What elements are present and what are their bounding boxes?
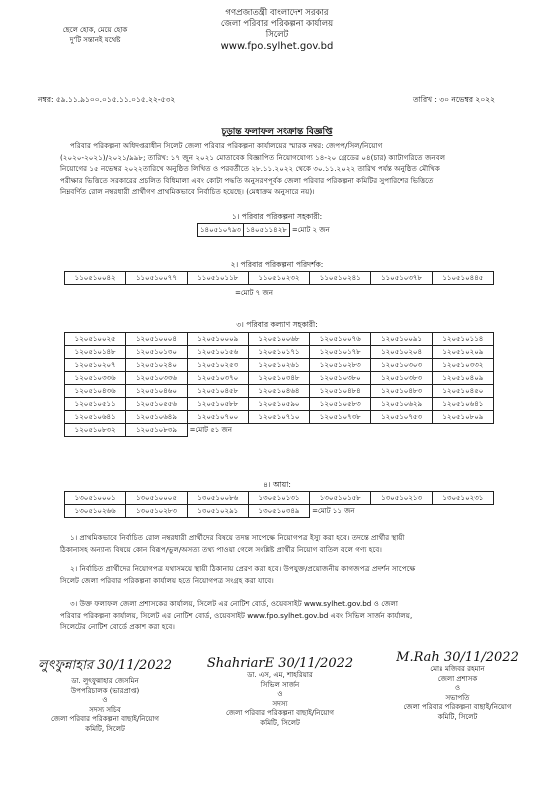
note-2	[60, 563, 510, 586]
roll-cell: ১২০৫১০৪৬৪	[248, 385, 309, 398]
handwritten-signature: ShahriarE 30/11/2022	[206, 656, 354, 671]
roll-cell: ১৩০৫১০২৮৩	[126, 505, 187, 518]
roll-cell: ১২০৫১০২০৭	[65, 359, 126, 372]
roll-cell: ১২০৫১০৫৯০	[248, 398, 309, 411]
roll-cell: ১২০৫১০০৯১	[371, 333, 432, 346]
table-row	[65, 398, 494, 411]
note-line: পরিবার পরিকল্পনা কার্যালয়, সিলেট এর নোটিশ বোর্ড, ওয়েবসাইট www.fpo.sylhet.gov.bd এবং সিভিল সার্জন কার্যালয়,	[60, 610, 413, 620]
committee-role: সদস্য	[272, 699, 288, 708]
roll-cell: ১৩০৫১০২১৩	[371, 492, 432, 505]
committee-role: সভাপতি	[445, 693, 470, 702]
section-heading-1: ১। পরিবার পরিকল্পনা সহকারী:	[231, 212, 323, 221]
roll-cell: ১৩০৫১০০৮৬	[187, 492, 248, 505]
conjunction: ও	[102, 696, 108, 704]
intro-line: পরীক্ষার ভিত্তিতে সরকারের প্রচলিত বিধিমালা এবং কোটা পদ্ধতি অনুসরণপূর্বক জেলা পরিবার পরিকল্পনা কমিটির সুপারিশের ভিত্তিতে	[60, 175, 434, 185]
intro-line: (২০২০-২০২১)/২০২১/৯৯৮; তারিখ: ১৭ জুন ২০২১ মোতাবেক বিজ্ঞাপিত নিয়োগযোগ্য ১৪-২০ গ্রেডের ০৪(চার) ক্যাটাগরিতে জনবল	[60, 152, 446, 162]
conjunction: ও	[454, 684, 461, 692]
committee-place: কমিটি, সিলেট	[437, 712, 478, 721]
roll-cell: ১২০৫১০৩৪৮	[248, 372, 309, 385]
government-name: গণপ্রজাতন্ত্রী বাংলাদেশ সরকার	[225, 8, 329, 18]
roll-cell: ১২০৫১০৩৩৬	[126, 372, 187, 385]
table-row	[65, 424, 494, 437]
empty-cell	[371, 505, 432, 518]
table-row	[65, 359, 494, 372]
empty-cell	[310, 424, 371, 437]
signature-block-1	[25, 656, 185, 734]
roll-cell: ১২০৫১০৭৫৩	[371, 411, 432, 424]
roll-cell: ১২০৫১০৮৩৯	[126, 424, 187, 437]
roll-cell: ১২০৫১০০২৫	[65, 333, 126, 346]
section-total: =মোট ২ জন	[291, 226, 330, 234]
roll-cell: ১২০৫১০৩০৩	[371, 359, 432, 372]
slogan-line-1: ছেলে হোক, মেয়ে হোক	[62, 26, 128, 34]
roll-table-4	[64, 491, 494, 518]
roll-cell: ১২০৫১০৬২৯	[371, 398, 432, 411]
roll-cell: ১২০৫১০৬৪১	[432, 398, 493, 411]
roll-cell: ১২০৫১০৪০৯	[432, 372, 493, 385]
committee-place: কমিটি, সিলেট	[260, 718, 300, 727]
slogan-line-2: দু'টি সন্তানই যথেষ্ট	[69, 35, 121, 44]
roll-cell: ১২০৫১০১৫৬	[187, 346, 248, 359]
section-heading-4: ৪। আয়া:	[263, 480, 291, 489]
roll-cell: ১২০৫১০৫৮৩	[310, 398, 371, 411]
office-city: সিলেট	[265, 30, 289, 40]
handwritten-signature: লুৎফুন্নাহার 30/11/2022	[37, 658, 173, 673]
section-total: =মোট ৫১ জন	[189, 426, 232, 435]
memo-number: নম্বর: ৫৯.১১.৯১০০.০১৫.১১.০১৫.২২-৫৩২	[38, 95, 176, 104]
roll-cell: ১২০৫১০৭৩৮	[310, 411, 371, 424]
roll-cell: ১২০৫১০৪৮৪	[310, 385, 371, 398]
roll-cell: ১২০৫১০২৮৩	[310, 359, 371, 372]
empty-cell	[248, 424, 309, 437]
roll-table-2	[64, 271, 494, 285]
roll-cell: ১২০৫১০২৪০	[126, 359, 187, 372]
roll-cell: ১২০৫১০৪৮৩	[371, 385, 432, 398]
signatory-name: ডা. এস, এম, শাহরিয়ার	[247, 671, 313, 679]
roll-cell: ১৪০৫১০৭৯৩	[198, 224, 244, 237]
roll-cell: ১২০৫১০৬৪১	[65, 411, 126, 424]
note-line: সিলেট জেলা পরিবার পরিকল্পনা কার্যালয় হতে নিয়োগপত্র সংগ্রহ করা যাবে।	[60, 575, 274, 585]
roll-cell: ১১০৫১০২৩২	[248, 272, 309, 285]
roll-cell: ১২০৫১০০৬৮	[248, 333, 309, 346]
table-row	[65, 333, 494, 346]
roll-cell: ১১০৫১০০৭৭	[126, 272, 187, 285]
roll-cell: ১৩০৫১০২৬৬	[65, 505, 126, 518]
roll-cell: ১৩০৫১০০০১	[65, 492, 126, 505]
roll-cell: ১২০৫১০১৭১	[248, 346, 309, 359]
roll-cell: ১২০৫১০২৬১	[248, 359, 309, 372]
signatory-role: জেলা প্রশাসক	[437, 674, 478, 683]
roll-cell: ১৩০৫১০২৯১	[187, 505, 248, 518]
signatory-role: সিভিল সার্জন	[260, 680, 300, 689]
empty-cell	[371, 424, 432, 437]
signature-block-2	[200, 656, 360, 728]
roll-cell: ১১০৫১০২৪১	[310, 272, 371, 285]
table-row	[198, 224, 332, 237]
roll-table-3	[64, 332, 494, 437]
roll-cell: ১৩০৫১০২৩১	[432, 492, 493, 505]
roll-cell: ১৩০৫১০১৩১	[248, 492, 309, 505]
note-line: ১। প্রাথমিকভাবে নির্বাচিত রোল নম্বরধারী প্রার্থীদের বিষয়ে তদন্ত সাপেক্ষে নিয়োগপত্র ইস্যু করা হবে। তদন্তে প্রার্থীর স্থায়ী	[70, 533, 405, 542]
roll-cell: ১২০৫১০০৭৬	[310, 333, 371, 346]
roll-cell: ১১০৫১০৪৪৫	[432, 272, 493, 285]
office-website[interactable]: www.fpo.sylhet.gov.bd	[220, 41, 334, 52]
roll-cell: ১২০৫১০২৫৩	[187, 359, 248, 372]
note-3	[60, 598, 510, 633]
note-line: ঠিকানাসহ অন্যান্য বিষয়ে কোন বিরূপ/ভুল/অসত্য তথ্য পাওয়া গেলে সংশ্লিষ্ট প্রার্থীর নিয়োগ বাতিল বলে গণ্য হবে।	[60, 544, 382, 554]
roll-cell: ১২০৫১০৩৮০	[310, 372, 371, 385]
roll-cell: ১২০৫১০৩৭০	[187, 372, 248, 385]
roll-cell: ১২০৫১০১১৪	[432, 333, 493, 346]
roll-cell: ১২০৫১০৫৮৮	[187, 398, 248, 411]
committee-name: জেলা পরিবার পরিকল্পনা বাছাই/নিয়োগ	[50, 715, 160, 723]
committee-place: কমিটি, সিলেট	[85, 724, 125, 733]
roll-cell: ১২০৫১০৪৬০	[126, 385, 187, 398]
note-line: ৩। উক্ত ফলাফল জেলা প্রশাসকের কার্যালয়, সিলেট এর নোটিশ বোর্ড, ওয়েবসাইট www.sylhet.gov.bd ও জেলা	[70, 599, 398, 608]
roll-cell: ১২০৫১০৮৩২	[65, 424, 126, 437]
signatory-name: মোঃ মজিবর রহমান	[430, 665, 485, 673]
intro-paragraph	[60, 140, 510, 198]
table-row	[65, 492, 494, 505]
roll-cell: ১২০৫১০৮০৯	[432, 411, 493, 424]
signatory-role: উপপরিচালক (ভারপ্রাপ্ত)	[70, 686, 140, 695]
slogan	[40, 26, 150, 45]
roll-cell: ১২০৫১০০০৪	[126, 333, 187, 346]
roll-cell: ১১০৫১০০৪২	[65, 272, 126, 285]
intro-line: পরিবার পরিকল্পনা অধিদপ্তরাধীন সিলেট জেলা পরিবার পরিকল্পনা কার্যালয়ের স্মারক নম্বর: জেপপ/সিল/নিয়োগ	[70, 141, 383, 150]
table-row	[65, 346, 494, 359]
section-total-2: =মোট ৭ জন	[235, 289, 273, 297]
office-name: জেলা পরিবার পরিকল্পনা কার্যালয়	[220, 19, 334, 29]
section-heading-2: ২। পরিবার পরিকল্পনা পরিদর্শক:	[230, 260, 324, 269]
notice-title: চূড়ান্ত ফলাফল সংক্রান্ত বিজ্ঞপ্তি	[221, 127, 333, 137]
intro-line: নিয়োগের ১৫ নভেম্বর ২০২২তারিখে অনুষ্ঠিত লিখিত ও পরবর্তীতে ২৮.১১.২০২২ থেকে ৩০.১১.২০২২ তারিখ পর্যন্ত অনুষ্ঠিত মৌখিক	[60, 164, 440, 173]
section-total: =মোট ১১ জন	[312, 507, 355, 516]
table-row	[65, 372, 494, 385]
roll-cell: ১৩০৫১০৩৪৯	[248, 505, 309, 518]
committee-role: সদস্য সচিব	[89, 705, 121, 714]
roll-cell: ১২০৫১০০০৯	[187, 333, 248, 346]
roll-cell: ১২০৫১০৭০০	[187, 411, 248, 424]
roll-cell: ১২০৫১০৪৫৮	[187, 385, 248, 398]
roll-cell: ১২০৫১০৪৫০	[432, 385, 493, 398]
table-row	[65, 272, 494, 285]
roll-cell: ১২০৫১০১৩০	[126, 346, 187, 359]
roll-cell: ১২০৫১০৫১১	[65, 398, 126, 411]
intro-line: নিম্নবর্ণিত রোল নম্বরধারী প্রার্থীগণ প্রাথমিকভাবে নির্বাচিত হয়েছে। (মেধাক্রম অনুসারে নয়)।	[60, 187, 315, 196]
roll-table-1	[197, 223, 332, 237]
signature-block-3	[375, 650, 540, 722]
roll-cell: ১২০৫১০৩৩৬	[65, 372, 126, 385]
roll-cell: ১২০৫১০২০৪	[371, 346, 432, 359]
committee-name: জেলা পরিবার পরিকল্পনা বাছাই/নিয়োগ	[403, 703, 512, 711]
roll-cell: ১১০৫১০১১৮	[187, 272, 248, 285]
conjunction: ও	[277, 690, 283, 698]
roll-cell: ১২০৫১০৩৩২	[432, 359, 493, 372]
roll-cell: ১১০৫১০৩৭৮	[371, 272, 432, 285]
empty-cell	[432, 424, 493, 437]
signatory-name: ডা. লুৎফুন্নাহার জেসমিন	[71, 677, 139, 685]
memo-date: তারিখ : ৩০ নভেম্বর ২০২২	[413, 95, 495, 104]
roll-cell: ১২০৫১০২০৯	[432, 346, 493, 359]
committee-name: জেলা পরিবার পরিকল্পনা বাছাই/নিয়োগ	[225, 709, 335, 717]
table-row	[65, 411, 494, 424]
roll-cell: ১৩০৫১০১৫৮	[310, 492, 371, 505]
roll-cell: ১৪০৫১১৪২৮	[243, 224, 289, 237]
roll-cell: ১২০৫১০৬৪৯	[126, 411, 187, 424]
note-line: ২। নির্বাচিত প্রার্থীদের নিয়োগপত্র যথাসময়ে স্থায়ী ঠিকানায় প্রেরণ করা হবে। উপযুক্ত/প্রয়োজনীয় কাগজপত্র প্রদর্শন সাপেক্ষে	[70, 564, 416, 573]
section-heading-3: ৩। পরিবার কল্যাণ সহকারী:	[236, 320, 318, 329]
roll-cell: ১২০৫১০১৪৮	[65, 346, 126, 359]
empty-cell	[432, 505, 493, 518]
roll-cell: ১২০৫১০৩৮৩	[371, 372, 432, 385]
table-row	[65, 505, 494, 518]
handwritten-signature: M.Rah 30/11/2022	[396, 650, 519, 665]
roll-cell: ১২০৫১০৫৫৬	[126, 398, 187, 411]
roll-cell: ১২০৫১০৪৩৬	[65, 385, 126, 398]
note-1	[60, 532, 510, 555]
note-line: সিলেটের নোটিশ বোর্ডে প্রকাশ করা হবে।	[60, 622, 175, 631]
table-row	[65, 385, 494, 398]
roll-cell: ১২০৫১০৭১০	[248, 411, 309, 424]
roll-cell: ১২০৫১০১৭৮	[310, 346, 371, 359]
roll-cell: ১৩০৫১০০০৫	[126, 492, 187, 505]
